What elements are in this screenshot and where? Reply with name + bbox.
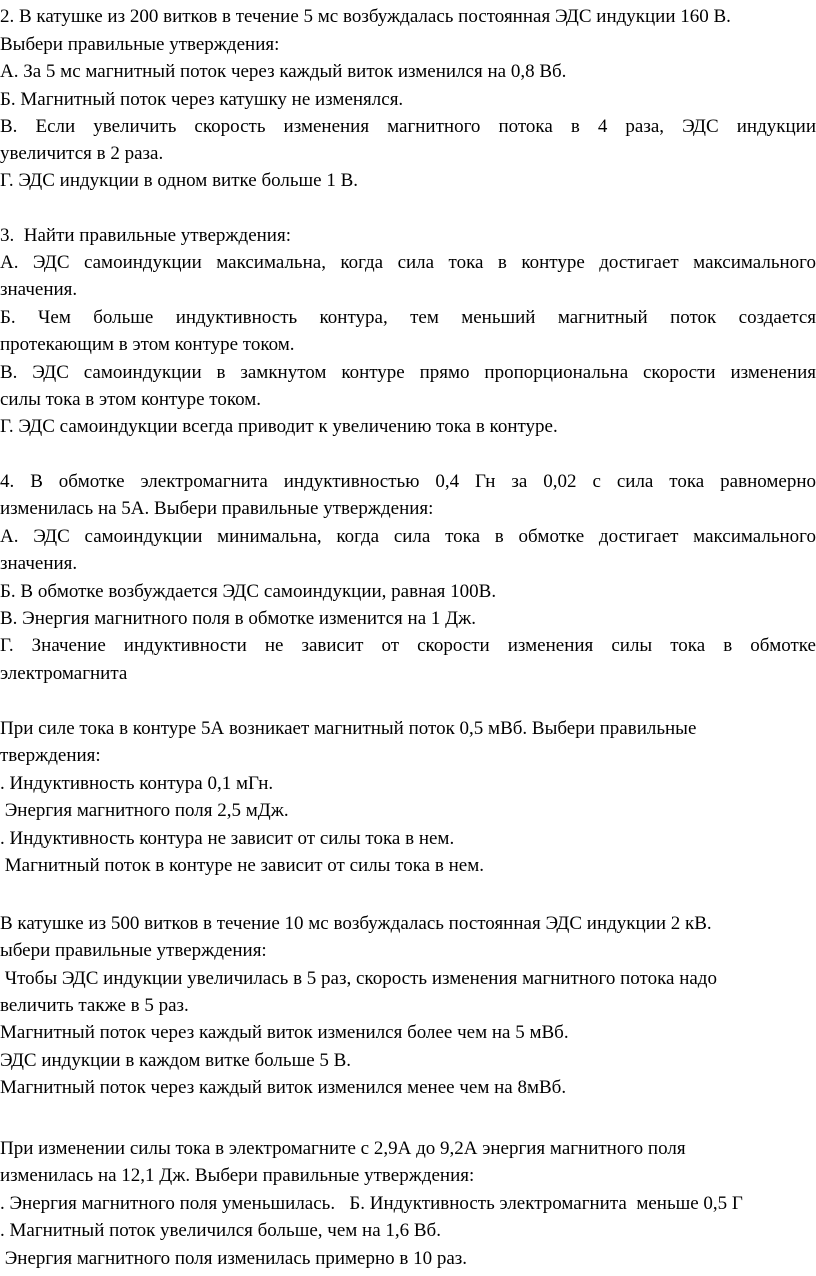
- q6-option-1: Чтобы ЭДС индукции увеличилась в 5 раз, скорость изменения магнитного потока надо: [0, 968, 717, 989]
- q6-option-2: Магнитный поток через каждый виток изменился более чем на 5 мВб.: [0, 1022, 569, 1043]
- q2-line-2: Выбери правильные утверждения:: [0, 34, 280, 55]
- q4-option-g-cont: электромагнита: [0, 663, 128, 684]
- q3-option-v-cont: силы тока в этом контуре током.: [0, 389, 262, 410]
- q4-option-g: Г. Значение индуктивности не зависит от скорости изменения силы тока в обмотке: [0, 635, 816, 656]
- q2-option-v-cont: увеличится в 2 раза.: [0, 143, 164, 164]
- q6-line-1: В катушке из 500 витков в течение 10 мс возбуждалась постоянная ЭДС индукции 2 кВ.: [0, 913, 712, 934]
- q4-option-a-cont: значения.: [0, 553, 78, 574]
- q3-option-a-cont: значения.: [0, 279, 78, 300]
- q6-option-4: Магнитный поток через каждый виток изменился менее чем на 8мВб.: [0, 1077, 567, 1098]
- q5-option-1: . Индуктивность контура 0,1 мГн.: [0, 773, 274, 794]
- q3-option-a: А. ЭДС самоиндукции максимальна, когда сила тока в контуре достигает максимального: [0, 252, 816, 273]
- q2-line-1: 2. В катушке из 200 витков в течение 5 мс возбуждалась постоянная ЭДС индукции 160 В.: [0, 6, 731, 27]
- q3-option-g: Г. ЭДС самоиндукции всегда приводит к увеличению тока в контуре.: [0, 416, 558, 437]
- q3-line-1: 3. Найти правильные утверждения:: [0, 225, 291, 246]
- q5-option-4: Магнитный поток в контуре не зависит от силы тока в нем.: [0, 855, 484, 876]
- q3-option-b-cont: протекающим в этом контуре током.: [0, 334, 295, 355]
- q6-option-1-cont: величить также в 5 раз.: [0, 995, 189, 1016]
- q3-option-v: В. ЭДС самоиндукции в замкнутом контуре прямо пропорциональна скорости изменения: [0, 362, 816, 383]
- q4-option-b: Б. В обмотке возбуждается ЭДС самоиндукции, равная 100В.: [0, 581, 497, 602]
- q4-line-2: изменилась на 5А. Выбери правильные утверждения:: [0, 498, 434, 519]
- q2-option-b: Б. Магнитный поток через катушку не изменялся.: [0, 89, 404, 110]
- q7-line-1: При изменении силы тока в электромагните с 2,9А до 9,2А энергия магнитного поля: [0, 1138, 686, 1159]
- q2-option-a: А. За 5 мс магнитный поток через каждый виток изменился на 0,8 Вб.: [0, 61, 567, 82]
- q7-line-2: изменилась на 12,1 Дж. Выбери правильные утверждения:: [0, 1165, 475, 1186]
- q7-option-2: . Магнитный поток увеличился больше, чем на 1,6 Вб.: [0, 1220, 441, 1241]
- q5-option-2: Энергия магнитного поля 2,5 мДж.: [0, 800, 289, 821]
- q2-option-g: Г. ЭДС индукции в одном витке больше 1 В.: [0, 170, 359, 191]
- q5-line-2: тверждения:: [0, 745, 101, 766]
- q5-line-1: При силе тока в контуре 5А возникает магнитный поток 0,5 мВб. Выбери правильные: [0, 718, 697, 739]
- q7-option-3: Энергия магнитного поля изменилась примерно в 10 раз.: [0, 1248, 468, 1269]
- q7-option-1: . Энергия магнитного поля уменьшилась. Б. Индуктивность электромагнита меньше 0,5 Г: [0, 1193, 743, 1214]
- q6-line-2: ыбери правильные утверждения:: [0, 940, 267, 961]
- q6-option-3: ЭДС индукции в каждом витке больше 5 В.: [0, 1050, 352, 1071]
- q4-line-1: 4. В обмотке электромагнита индуктивностью 0,4 Гн за 0,02 с сила тока равномерно: [0, 471, 816, 492]
- q5-option-3: . Индуктивность контура не зависит от силы тока в нем.: [0, 828, 455, 849]
- q3-option-b: Б. Чем больше индуктивность контура, тем меньший магнитный поток создается: [0, 307, 816, 328]
- q2-option-v: В. Если увеличить скорость изменения магнитного потока в 4 раза, ЭДС индукции: [0, 116, 816, 137]
- q4-option-a: А. ЭДС самоиндукции минимальна, когда сила тока в обмотке достигает максимального: [0, 526, 816, 547]
- q4-option-v: В. Энергия магнитного поля в обмотке изменится на 1 Дж.: [0, 608, 476, 629]
